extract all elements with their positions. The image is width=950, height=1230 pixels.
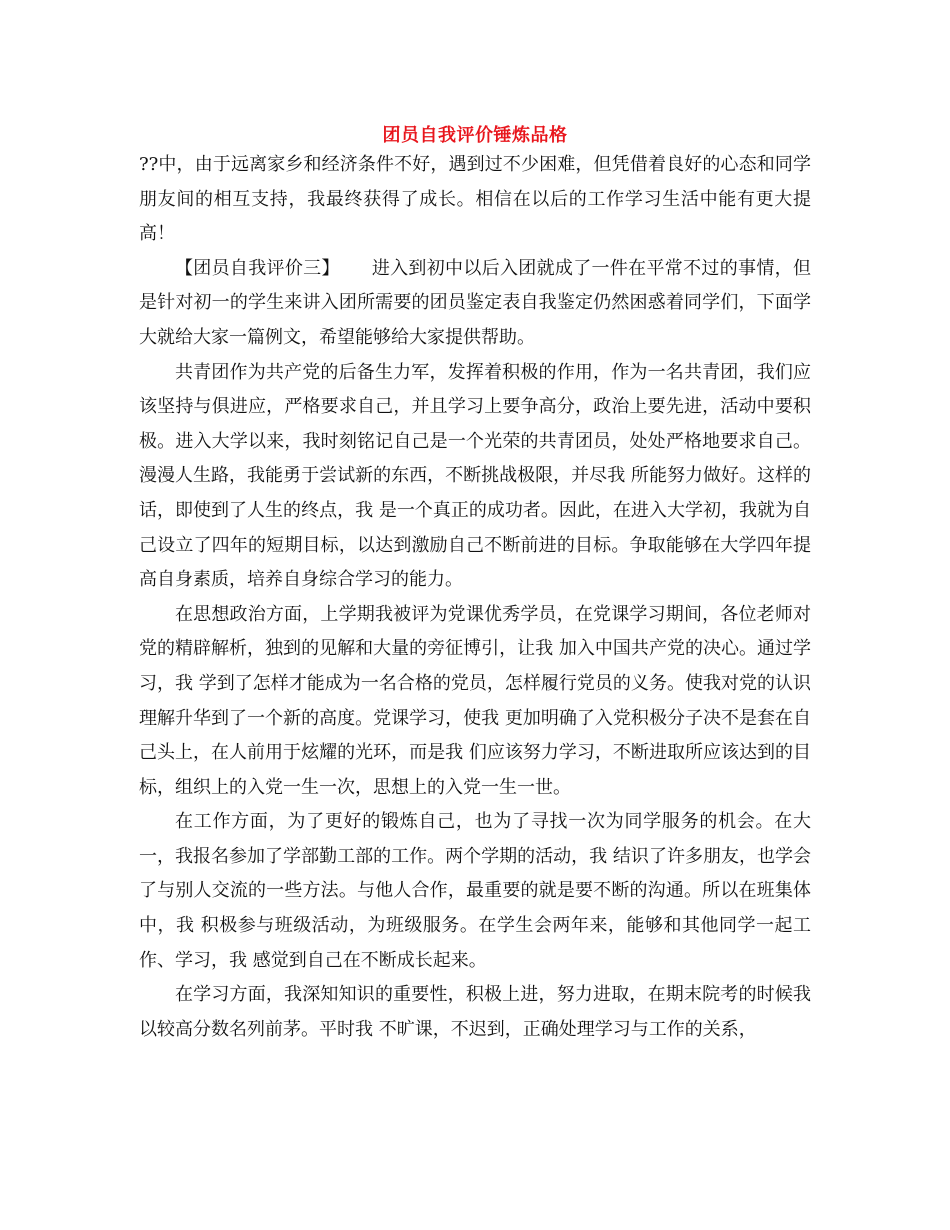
paragraph-3: 共青团作为共产党的后备生力军，发挥着积极的作用，作为一名共青团，我们应该坚持与俱进应，严格要求自己，并且学习上要争高分，政治上要先进，活动中要积极。进入大学以来，我时刻铭记自己是一个光荣的共青团员，处处严格地要求自己。漫漫人生路，我能勇于尝试新的东西，不断挑战极限，并尽我 所能努力做好。这样的话，即使到了人生的终点，我 是一个真正的成功者。因此，在进入大学初，我就为自己设立了四年的短期目标，以达到激励自己不断前进的目标。争取能够在大学四年提高自身素质，培养自身综合学习的能力。	[139, 361, 811, 591]
paragraph-1: ??中，由于远离家乡和经济条件不好，遇到过不少困难，但凭借着良好的心态和同学朋友间的相互支持，我最终获得了成长。相信在以后的工作学习生活中能有更大提高！	[139, 154, 811, 245]
section-heading: 【团员自我评价三】	[175, 257, 340, 279]
paragraph-5: 在工作方面，为了更好的锻炼自己，也为了寻找一次为同学服务的机会。在大一，我报名参加了学部勤工部的工作。两个学期的活动，我 结识了许多朋友，也学会了与别人交流的一些方法。与他人合作，最重要的就是要不断的沟通。所以在班集体中，我 积极参与班级活动，为班级服务。在学生会两年来，能够和其他同学一起工作、学习，我 感觉到自己在不断成长起来。	[139, 811, 811, 971]
document-body	[139, 148, 811, 1047]
paragraph-2-text: 进入到初中以后入团就成了一件在平常不过的事情，但是针对初一的学生来讲入团所需要的团员鉴定表自我鉴定仍然困惑着同学们，下面学大就给大家一篇例文，希望能够给大家提供帮助。	[139, 257, 811, 348]
paragraph-2	[139, 252, 811, 356]
document-title: 团员自我评价锤炼品格	[382, 125, 568, 146]
paragraph-6: 在学习方面，我深知知识的重要性，积极上进，努力进取，在期末院考的时候我 以较高分数名列前茅。平时我 不旷课，不迟到，正确处理学习与工作的关系，	[139, 984, 811, 1040]
paragraph-4: 在思想政治方面，上学期我被评为党课优秀学员，在党课学习期间，各位老师对党的精辟解析，独到的见解和大量的旁征博引，让我 加入中国共产党的决心。通过学习，我 学到了怎样才能成为一名合格的党员，怎样履行党员的义务。使我对党的认识理解升华到了一个新的高度。党课学习，使我 更加明确了入党积极分子决不是套在自己头上，在人前用于炫耀的光环，而是我 们应该努力学习，不断进取所应该达到的目标，组织上的入党一生一次，思想上的入党一生一世。	[139, 603, 811, 798]
